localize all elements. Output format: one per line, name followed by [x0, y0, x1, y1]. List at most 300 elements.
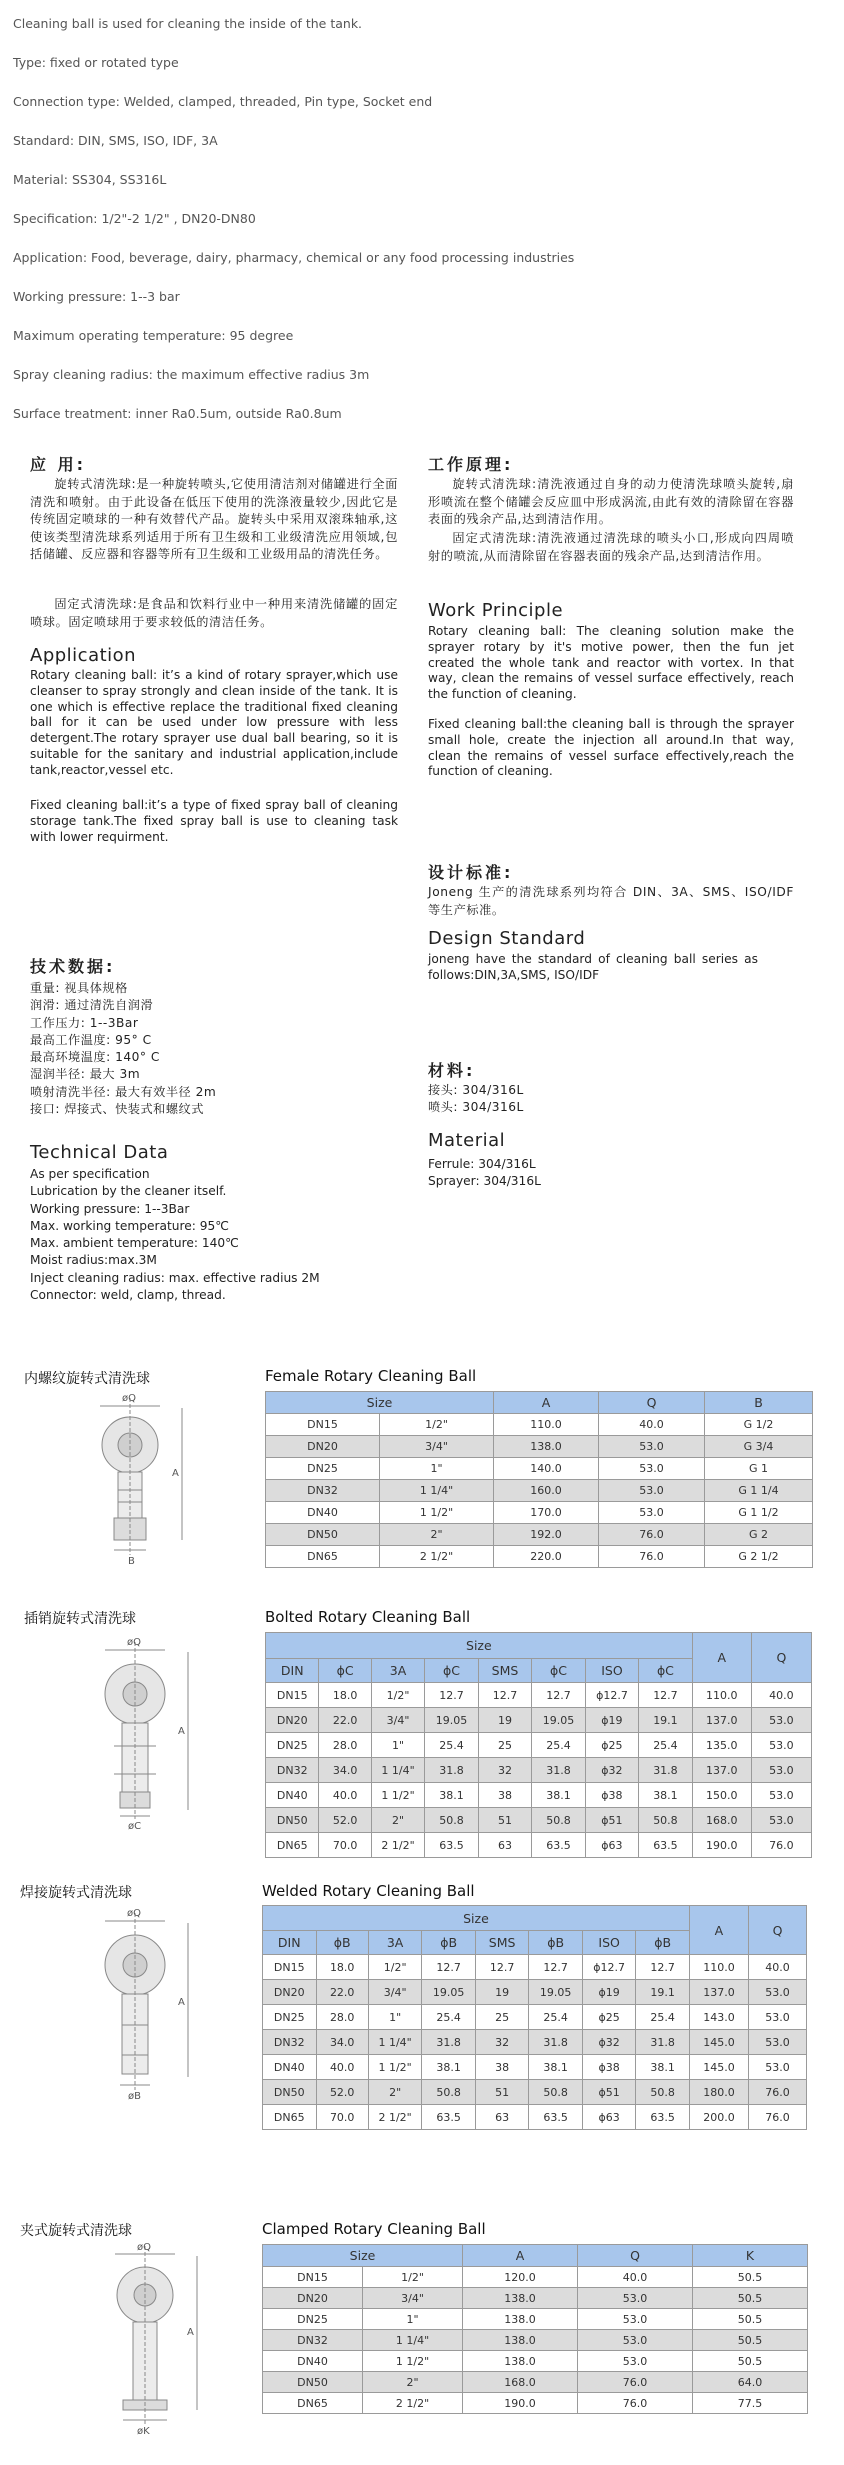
table-cell: G 1 1/2 — [705, 1502, 813, 1524]
table-row — [263, 2351, 808, 2372]
tech-en-item: Max. working temperature: 95℃ — [30, 1218, 229, 1233]
bolted-spec-table — [265, 1632, 812, 1858]
table-cell: 25 — [475, 2005, 529, 2030]
table-cell: 25.4 — [636, 2005, 690, 2030]
dim-label: øQ — [127, 1637, 141, 1648]
table-cell: 1" — [368, 2005, 422, 2030]
female-spec-table — [265, 1391, 813, 1568]
table-cell: ϕ32 — [582, 2030, 636, 2055]
table-cell: DN15 — [266, 1414, 380, 1436]
table-cell: 28.0 — [319, 1733, 371, 1758]
table-cell: DN25 — [263, 2005, 317, 2030]
table-cell: 1" — [380, 1458, 494, 1480]
tech-cn-item: 湿润半径: 最大 3m — [30, 1067, 141, 1082]
table-cell: 53.0 — [751, 1808, 811, 1833]
table-cell: 63.5 — [532, 1833, 585, 1858]
table-cell: 50.5 — [693, 2351, 808, 2372]
table-cell: 160.0 — [494, 1480, 599, 1502]
table-cell: 2" — [363, 2372, 463, 2393]
table-cell: 138.0 — [494, 1436, 599, 1458]
product-title-cn: 夹式旋转式清洗球 — [20, 2223, 132, 2239]
application-en-text-2: Fixed cleaning ball:it’s a type of fixed spray ball of cleaning storage tank.The fixed spray ball is use to cleaning task with lower requirment. — [30, 798, 398, 844]
table-cell: 200.0 — [689, 2105, 748, 2130]
tech-cn-item: 润滑: 通过清洗自润滑 — [30, 998, 154, 1013]
table-row — [263, 2309, 808, 2330]
tech-en-item: Inject cleaning radius: max. effective radius 2M — [30, 1270, 320, 1285]
table-cell: 63 — [478, 1833, 531, 1858]
table-cell: DN65 — [263, 2393, 363, 2414]
table-row — [266, 1808, 812, 1833]
table-cell: 38.1 — [636, 2055, 690, 2080]
table-cell: ϕ12.7 — [582, 1955, 636, 1980]
table-cell: 53.0 — [578, 2309, 693, 2330]
material-en-list — [428, 1156, 541, 1191]
table-cell: 143.0 — [689, 2005, 748, 2030]
table-cell: 135.0 — [692, 1733, 751, 1758]
principle-en-heading: Work Principle — [428, 600, 564, 621]
table-row — [266, 1546, 813, 1568]
dim-label: øB — [128, 2091, 141, 2102]
table-header: Q — [599, 1392, 705, 1414]
table-header: DIN — [263, 1931, 317, 1955]
table-cell: 53.0 — [751, 1758, 811, 1783]
tech-en-item: Max. ambient temperature: 140℃ — [30, 1236, 239, 1251]
table-header: A — [494, 1392, 599, 1414]
table-cell: 3/4" — [363, 2288, 463, 2309]
table-cell: 50.5 — [693, 2309, 808, 2330]
table-cell: 2 1/2" — [368, 2105, 422, 2130]
table-cell: DN40 — [263, 2055, 317, 2080]
application-cn-text: 旋转式清洗球:是一种旋转喷头,它使用清洁剂对储罐进行全面清洗和喷射。由于此设备在低压下使用的洗涤液量较少,因此它是传统固定喷球的一种有效替代产品。旋转头中采用双滚珠轴承,这使该类型清洗球系列适用于所有卫生级和工业级清洗应用领域,包括储罐、反应器和容器等所有卫生级和工业级用品的清洗任务。 — [30, 477, 398, 561]
table-cell: 150.0 — [692, 1783, 751, 1808]
table-row — [266, 1502, 813, 1524]
table-cell: G 1 1/4 — [705, 1480, 813, 1502]
table-cell: 12.7 — [422, 1955, 476, 1980]
intro-line: Material: SS304, SS316L — [13, 172, 167, 187]
table-cell: 12.7 — [532, 1683, 585, 1708]
table-cell: 110.0 — [692, 1683, 751, 1708]
table-cell: 40.0 — [748, 1955, 806, 1980]
table-row — [266, 1708, 812, 1733]
principle-cn-text-2: 固定式清洗球:清洗液通过清洗球的喷头小口,形成向四周喷射的喷流,从而清除留在容器表面的残余产品,达到清洁作用。 — [428, 531, 794, 563]
table-cell: 53.0 — [578, 2288, 693, 2309]
table-row — [266, 1458, 813, 1480]
table-row — [263, 2330, 808, 2351]
intro-line: Specification: 1/2"-2 1/2" , DN20-DN80 — [13, 211, 256, 226]
table-cell: 76.0 — [599, 1524, 705, 1546]
table-cell: 3/4" — [368, 1980, 422, 2005]
clamped-ball-drawing — [85, 2240, 215, 2440]
table-cell: DN65 — [263, 2105, 317, 2130]
table-cell: 2 1/2" — [363, 2393, 463, 2414]
application-en-heading: Application — [30, 645, 137, 666]
table-cell: 53.0 — [751, 1733, 811, 1758]
table-cell: 53.0 — [748, 2005, 806, 2030]
table-cell: 53.0 — [599, 1502, 705, 1524]
intro-line: Application: Food, beverage, dairy, pharmacy, chemical or any food processing industries — [13, 250, 575, 265]
table-cell: 138.0 — [463, 2330, 578, 2351]
table-cell: 120.0 — [463, 2267, 578, 2288]
product-title-en: Female Rotary Cleaning Ball — [265, 1367, 477, 1385]
table-cell: DN40 — [266, 1502, 380, 1524]
table-row — [263, 2005, 807, 2030]
table-cell: 25.4 — [532, 1733, 585, 1758]
material-cn-heading: 材料: — [428, 1061, 476, 1080]
table-header: A — [463, 2245, 578, 2267]
table-cell: 70.0 — [316, 2105, 368, 2130]
intro-line: Standard: DIN, SMS, ISO, IDF, 3A — [13, 133, 218, 148]
table-cell: 31.8 — [529, 2030, 583, 2055]
table-cell: 19.05 — [532, 1708, 585, 1733]
table-group-header: Size — [266, 1633, 693, 1659]
table-cell: DN65 — [266, 1546, 380, 1568]
table-cell: 63.5 — [636, 2105, 690, 2130]
table-cell: 70.0 — [319, 1833, 371, 1858]
table-cell: 12.7 — [475, 1955, 529, 1980]
table-cell: DN50 — [263, 2080, 317, 2105]
table-row — [263, 2105, 807, 2130]
material-cn-item: 接头: 304/316L — [428, 1083, 524, 1097]
table-cell: 2 1/2" — [380, 1546, 494, 1568]
table-cell: 25.4 — [422, 2005, 476, 2030]
table-header: Q — [751, 1633, 811, 1683]
table-cell: 170.0 — [494, 1502, 599, 1524]
table-cell: 19.05 — [529, 1980, 583, 2005]
tech-en-item: Working pressure: 1--3Bar — [30, 1201, 190, 1216]
table-cell: 40.0 — [578, 2267, 693, 2288]
table-row — [266, 1436, 813, 1458]
table-cell: 110.0 — [494, 1414, 599, 1436]
table-cell: 140.0 — [494, 1458, 599, 1480]
intro-line: Cleaning ball is used for cleaning the inside of the tank. — [13, 16, 363, 31]
table-cell: 1 1/2" — [363, 2351, 463, 2372]
table-row — [263, 2288, 808, 2309]
table-cell: 1 1/2" — [380, 1502, 494, 1524]
table-group-header: Size — [263, 1906, 690, 1931]
dim-label: øQ — [127, 1908, 141, 1919]
application-cn-heading: 应 用: — [30, 455, 86, 474]
table-cell: G 3/4 — [705, 1436, 813, 1458]
table-header: ϕB — [316, 1931, 368, 1955]
table-cell: DN20 — [263, 2288, 363, 2309]
table-cell: 53.0 — [599, 1458, 705, 1480]
table-cell: DN32 — [266, 1480, 380, 1502]
tech-cn-list — [30, 980, 400, 1118]
table-cell: 22.0 — [319, 1708, 371, 1733]
table-cell: DN40 — [263, 2351, 363, 2372]
table-header: A — [692, 1633, 751, 1683]
tech-cn-item: 喷射清洗半径: 最大有效半径 2m — [30, 1084, 217, 1099]
table-header: Q — [748, 1906, 806, 1955]
table-cell: 50.8 — [529, 2080, 583, 2105]
table-row — [263, 2267, 808, 2288]
table-cell: 38 — [475, 2055, 529, 2080]
table-cell: 40.0 — [319, 1783, 371, 1808]
table-cell: 110.0 — [689, 1955, 748, 1980]
table-cell: 28.0 — [316, 2005, 368, 2030]
table-cell: 1/2" — [363, 2267, 463, 2288]
table-cell: 2 1/2" — [371, 1833, 424, 1858]
bolted-rows — [266, 1683, 812, 1858]
table-header: SMS — [475, 1931, 529, 1955]
table-cell: 50.5 — [693, 2330, 808, 2351]
table-cell: 31.8 — [425, 1758, 478, 1783]
table-header: A — [689, 1906, 748, 1955]
table-cell: ϕ63 — [585, 1833, 638, 1858]
intro-line: Surface treatment: inner Ra0.5um, outside Ra0.8um — [13, 406, 342, 421]
welded-ball-drawing — [70, 1905, 210, 2105]
table-cell: 138.0 — [463, 2351, 578, 2372]
table-cell: 19.1 — [636, 1980, 690, 2005]
table-cell: 76.0 — [599, 1546, 705, 1568]
table-row — [266, 1683, 812, 1708]
table-cell: ϕ12.7 — [585, 1683, 638, 1708]
table-cell: 138.0 — [463, 2309, 578, 2330]
table-header: Size — [266, 1392, 494, 1414]
table-cell: DN20 — [266, 1708, 319, 1733]
intro-line: Type: fixed or rotated type — [13, 55, 179, 70]
table-cell: 2" — [380, 1524, 494, 1546]
table-row — [263, 2080, 807, 2105]
table-cell: 137.0 — [689, 1980, 748, 2005]
table-cell: 76.0 — [748, 2080, 806, 2105]
table-cell: 19.1 — [639, 1708, 693, 1733]
table-cell: 220.0 — [494, 1546, 599, 1568]
tech-en-item: Lubrication by the cleaner itself. — [30, 1184, 227, 1199]
table-cell: 12.7 — [639, 1683, 693, 1708]
female-rows — [266, 1414, 813, 1568]
table-cell: ϕ51 — [585, 1808, 638, 1833]
table-cell: ϕ19 — [582, 1980, 636, 2005]
table-row — [266, 1833, 812, 1858]
table-cell: 32 — [475, 2030, 529, 2055]
application-cn-text-2: 固定式清洗球:是食品和饮料行业中一种用来清洗储罐的固定喷球。固定喷球用于要求较低的清洁任务。 — [30, 597, 398, 629]
table-cell: 1 1/4" — [368, 2030, 422, 2055]
table-cell: DN20 — [266, 1436, 380, 1458]
female-ball-drawing — [60, 1390, 200, 1570]
table-cell: 38.1 — [422, 2055, 476, 2080]
tech-en-item: Connector: weld, clamp, thread. — [30, 1288, 226, 1303]
dim-label: øC — [128, 1821, 142, 1832]
table-cell: DN32 — [266, 1758, 319, 1783]
dim-label: A — [172, 1468, 179, 1479]
table-cell: ϕ32 — [585, 1758, 638, 1783]
table-header: ϕB — [529, 1931, 583, 1955]
table-cell: 63.5 — [529, 2105, 583, 2130]
tech-en-list — [30, 1166, 400, 1304]
table-cell: 50.5 — [693, 2267, 808, 2288]
table-cell: 1/2" — [380, 1414, 494, 1436]
table-cell: 1" — [371, 1733, 424, 1758]
table-header: ϕC — [532, 1659, 585, 1683]
table-header: DIN — [266, 1659, 319, 1683]
table-header: ϕC — [319, 1659, 371, 1683]
table-cell: 53.0 — [751, 1783, 811, 1808]
table-cell: 53.0 — [748, 1980, 806, 2005]
table-cell: 145.0 — [689, 2030, 748, 2055]
table-cell: 50.8 — [639, 1808, 693, 1833]
table-cell: DN25 — [266, 1733, 319, 1758]
dim-label: øK — [137, 2426, 150, 2437]
product-title-cn: 内螺纹旋转式清洗球 — [24, 1371, 150, 1387]
dim-label: øQ — [137, 2242, 151, 2253]
table-cell: 168.0 — [463, 2372, 578, 2393]
table-cell: 190.0 — [692, 1833, 751, 1858]
table-cell: DN50 — [266, 1808, 319, 1833]
table-cell: 137.0 — [692, 1708, 751, 1733]
tech-cn-heading: 技术数据: — [30, 957, 116, 976]
table-cell: DN25 — [263, 2309, 363, 2330]
table-cell: ϕ19 — [585, 1708, 638, 1733]
table-cell: G 1/2 — [705, 1414, 813, 1436]
material-en-item: Sprayer: 304/316L — [428, 1174, 541, 1189]
table-cell: 25 — [478, 1733, 531, 1758]
table-header: 3A — [368, 1931, 422, 1955]
product-title-en: Welded Rotary Cleaning Ball — [262, 1882, 475, 1900]
table-cell: DN50 — [263, 2372, 363, 2393]
table-cell: 192.0 — [494, 1524, 599, 1546]
table-cell: 1 1/4" — [371, 1758, 424, 1783]
table-cell: 76.0 — [748, 2105, 806, 2130]
table-cell: 53.0 — [578, 2351, 693, 2372]
table-cell: DN20 — [263, 1980, 317, 2005]
table-cell: 64.0 — [693, 2372, 808, 2393]
product-title-en: Bolted Rotary Cleaning Ball — [265, 1608, 471, 1626]
welded-spec-table — [262, 1905, 807, 2130]
tech-cn-item: 接口: 焊接式、快装式和螺纹式 — [30, 1102, 204, 1117]
table-cell: 50.5 — [693, 2288, 808, 2309]
intro-line: Maximum operating temperature: 95 degree — [13, 328, 294, 343]
table-header: ϕC — [639, 1659, 693, 1683]
tech-en-item: As per specification — [30, 1167, 150, 1181]
table-cell: 1/2" — [368, 1955, 422, 1980]
table-cell: 3/4" — [380, 1436, 494, 1458]
tech-cn-item: 工作压力: 1--3Bar — [30, 1015, 139, 1030]
table-cell: 38.1 — [532, 1783, 585, 1808]
table-cell: 12.7 — [529, 1955, 583, 1980]
intro-line: Spray cleaning radius: the maximum effective radius 3m — [13, 367, 370, 382]
principle-en-text: Rotary cleaning ball: The cleaning solution make the sprayer rotary by it's motive power, then the fun jet created the whole tank and reactor with vortex. In that way, clean the remains of vessel surface effectively, reach the function of cleaning. — [428, 624, 794, 702]
design-en-heading: Design Standard — [428, 928, 586, 949]
principle-en-text-2: Fixed cleaning ball:the cleaning ball is through the sprayer small hole, create the injection all around.In that way, clean the remains of vessel surface effectively,reach the function of cleaning. — [428, 717, 794, 779]
table-cell: 3/4" — [371, 1708, 424, 1733]
table-cell: 25.4 — [639, 1733, 693, 1758]
table-cell: 38 — [478, 1783, 531, 1808]
dim-label: øQ — [122, 1393, 136, 1404]
table-cell: 40.0 — [751, 1683, 811, 1708]
table-cell: 1 1/2" — [368, 2055, 422, 2080]
table-cell: 51 — [478, 1808, 531, 1833]
table-cell: ϕ38 — [585, 1783, 638, 1808]
table-cell: 1/2" — [371, 1683, 424, 1708]
table-cell: DN32 — [263, 2030, 317, 2055]
table-cell: 138.0 — [463, 2288, 578, 2309]
table-cell: G 2 1/2 — [705, 1546, 813, 1568]
table-row — [263, 1980, 807, 2005]
table-cell: 51 — [475, 2080, 529, 2105]
table-cell: 19.05 — [422, 1980, 476, 2005]
table-cell: DN32 — [263, 2330, 363, 2351]
table-cell: 53.0 — [599, 1480, 705, 1502]
table-cell: 180.0 — [689, 2080, 748, 2105]
principle-cn-text: 旋转式清洗球:清洗液通过自身的动力使清洗球喷头旋转,扇形喷流在整个储罐会反应皿中形成涡流,由此有效的清除留在容器表面的残余产品,达到清洁作用。 — [428, 477, 794, 526]
tech-cn-item: 重量: 视具体规格 — [30, 981, 128, 995]
table-cell: 168.0 — [692, 1808, 751, 1833]
table-row — [266, 1758, 812, 1783]
design-en-text: joneng have the standard of cleaning ball series as follows:DIN,3A,SMS, ISO/IDF — [428, 952, 758, 982]
table-cell: 1 1/4" — [380, 1480, 494, 1502]
table-cell: ϕ63 — [582, 2105, 636, 2130]
table-row — [266, 1480, 813, 1502]
table-cell: 1 1/2" — [371, 1783, 424, 1808]
table-cell: 76.0 — [578, 2393, 693, 2414]
table-cell: 63.5 — [639, 1833, 693, 1858]
table-cell: 31.8 — [636, 2030, 690, 2055]
welded-rows — [263, 1955, 807, 2130]
table-cell: 50.8 — [532, 1808, 585, 1833]
table-cell: 19.05 — [425, 1708, 478, 1733]
table-cell: 18.0 — [316, 1955, 368, 1980]
table-cell: 31.8 — [422, 2030, 476, 2055]
table-cell: 63.5 — [425, 1833, 478, 1858]
table-cell: 19 — [478, 1708, 531, 1733]
table-cell: 53.0 — [751, 1708, 811, 1733]
table-cell: 40.0 — [599, 1414, 705, 1436]
tech-cn-item: 最高工作温度: 95° C — [30, 1032, 152, 1047]
table-cell: 53.0 — [748, 2055, 806, 2080]
table-cell: 34.0 — [316, 2030, 368, 2055]
intro-line: Working pressure: 1--3 bar — [13, 289, 180, 304]
table-cell: 25.4 — [529, 2005, 583, 2030]
table-cell: 40.0 — [316, 2055, 368, 2080]
table-cell: DN15 — [263, 1955, 317, 1980]
table-cell: G 1 — [705, 1458, 813, 1480]
table-cell: 53.0 — [578, 2330, 693, 2351]
intro-line: Connection type: Welded, clamped, threaded, Pin type, Socket end — [13, 94, 433, 109]
table-row — [263, 2393, 808, 2414]
product-title-cn: 焊接旋转式清洗球 — [20, 1885, 132, 1901]
table-cell: 38.1 — [639, 1783, 693, 1808]
table-header: 3A — [371, 1659, 424, 1683]
material-cn-item: 喷头: 304/316L — [428, 1100, 524, 1115]
tech-cn-item: 最高环境温度: 140° C — [30, 1050, 160, 1065]
table-header: B — [705, 1392, 813, 1414]
table-header: ϕB — [636, 1931, 690, 1955]
design-cn-heading: 设计标准: — [428, 863, 514, 882]
product-title-en: Clamped Rotary Cleaning Ball — [262, 2220, 486, 2238]
table-cell: DN15 — [263, 2267, 363, 2288]
table-row — [263, 1955, 807, 1980]
table-cell: 52.0 — [316, 2080, 368, 2105]
tech-en-heading: Technical Data — [30, 1142, 169, 1163]
table-row — [266, 1783, 812, 1808]
principle-cn-heading: 工作原理: — [428, 455, 514, 474]
table-cell: 22.0 — [316, 1980, 368, 2005]
table-row — [263, 2030, 807, 2055]
tech-en-item: Moist radius:max.3M — [30, 1253, 157, 1268]
table-header: Size — [263, 2245, 463, 2267]
bolted-ball-drawing — [70, 1634, 210, 1834]
table-cell: 76.0 — [751, 1833, 811, 1858]
material-cn-list — [428, 1082, 524, 1117]
material-en-item: Ferrule: 304/316L — [428, 1157, 536, 1171]
table-cell: 34.0 — [319, 1758, 371, 1783]
table-cell: DN65 — [266, 1833, 319, 1858]
table-cell: DN25 — [266, 1458, 380, 1480]
table-row — [266, 1733, 812, 1758]
table-cell: 145.0 — [689, 2055, 748, 2080]
product-title-cn: 插销旋转式清洗球 — [24, 1611, 136, 1627]
